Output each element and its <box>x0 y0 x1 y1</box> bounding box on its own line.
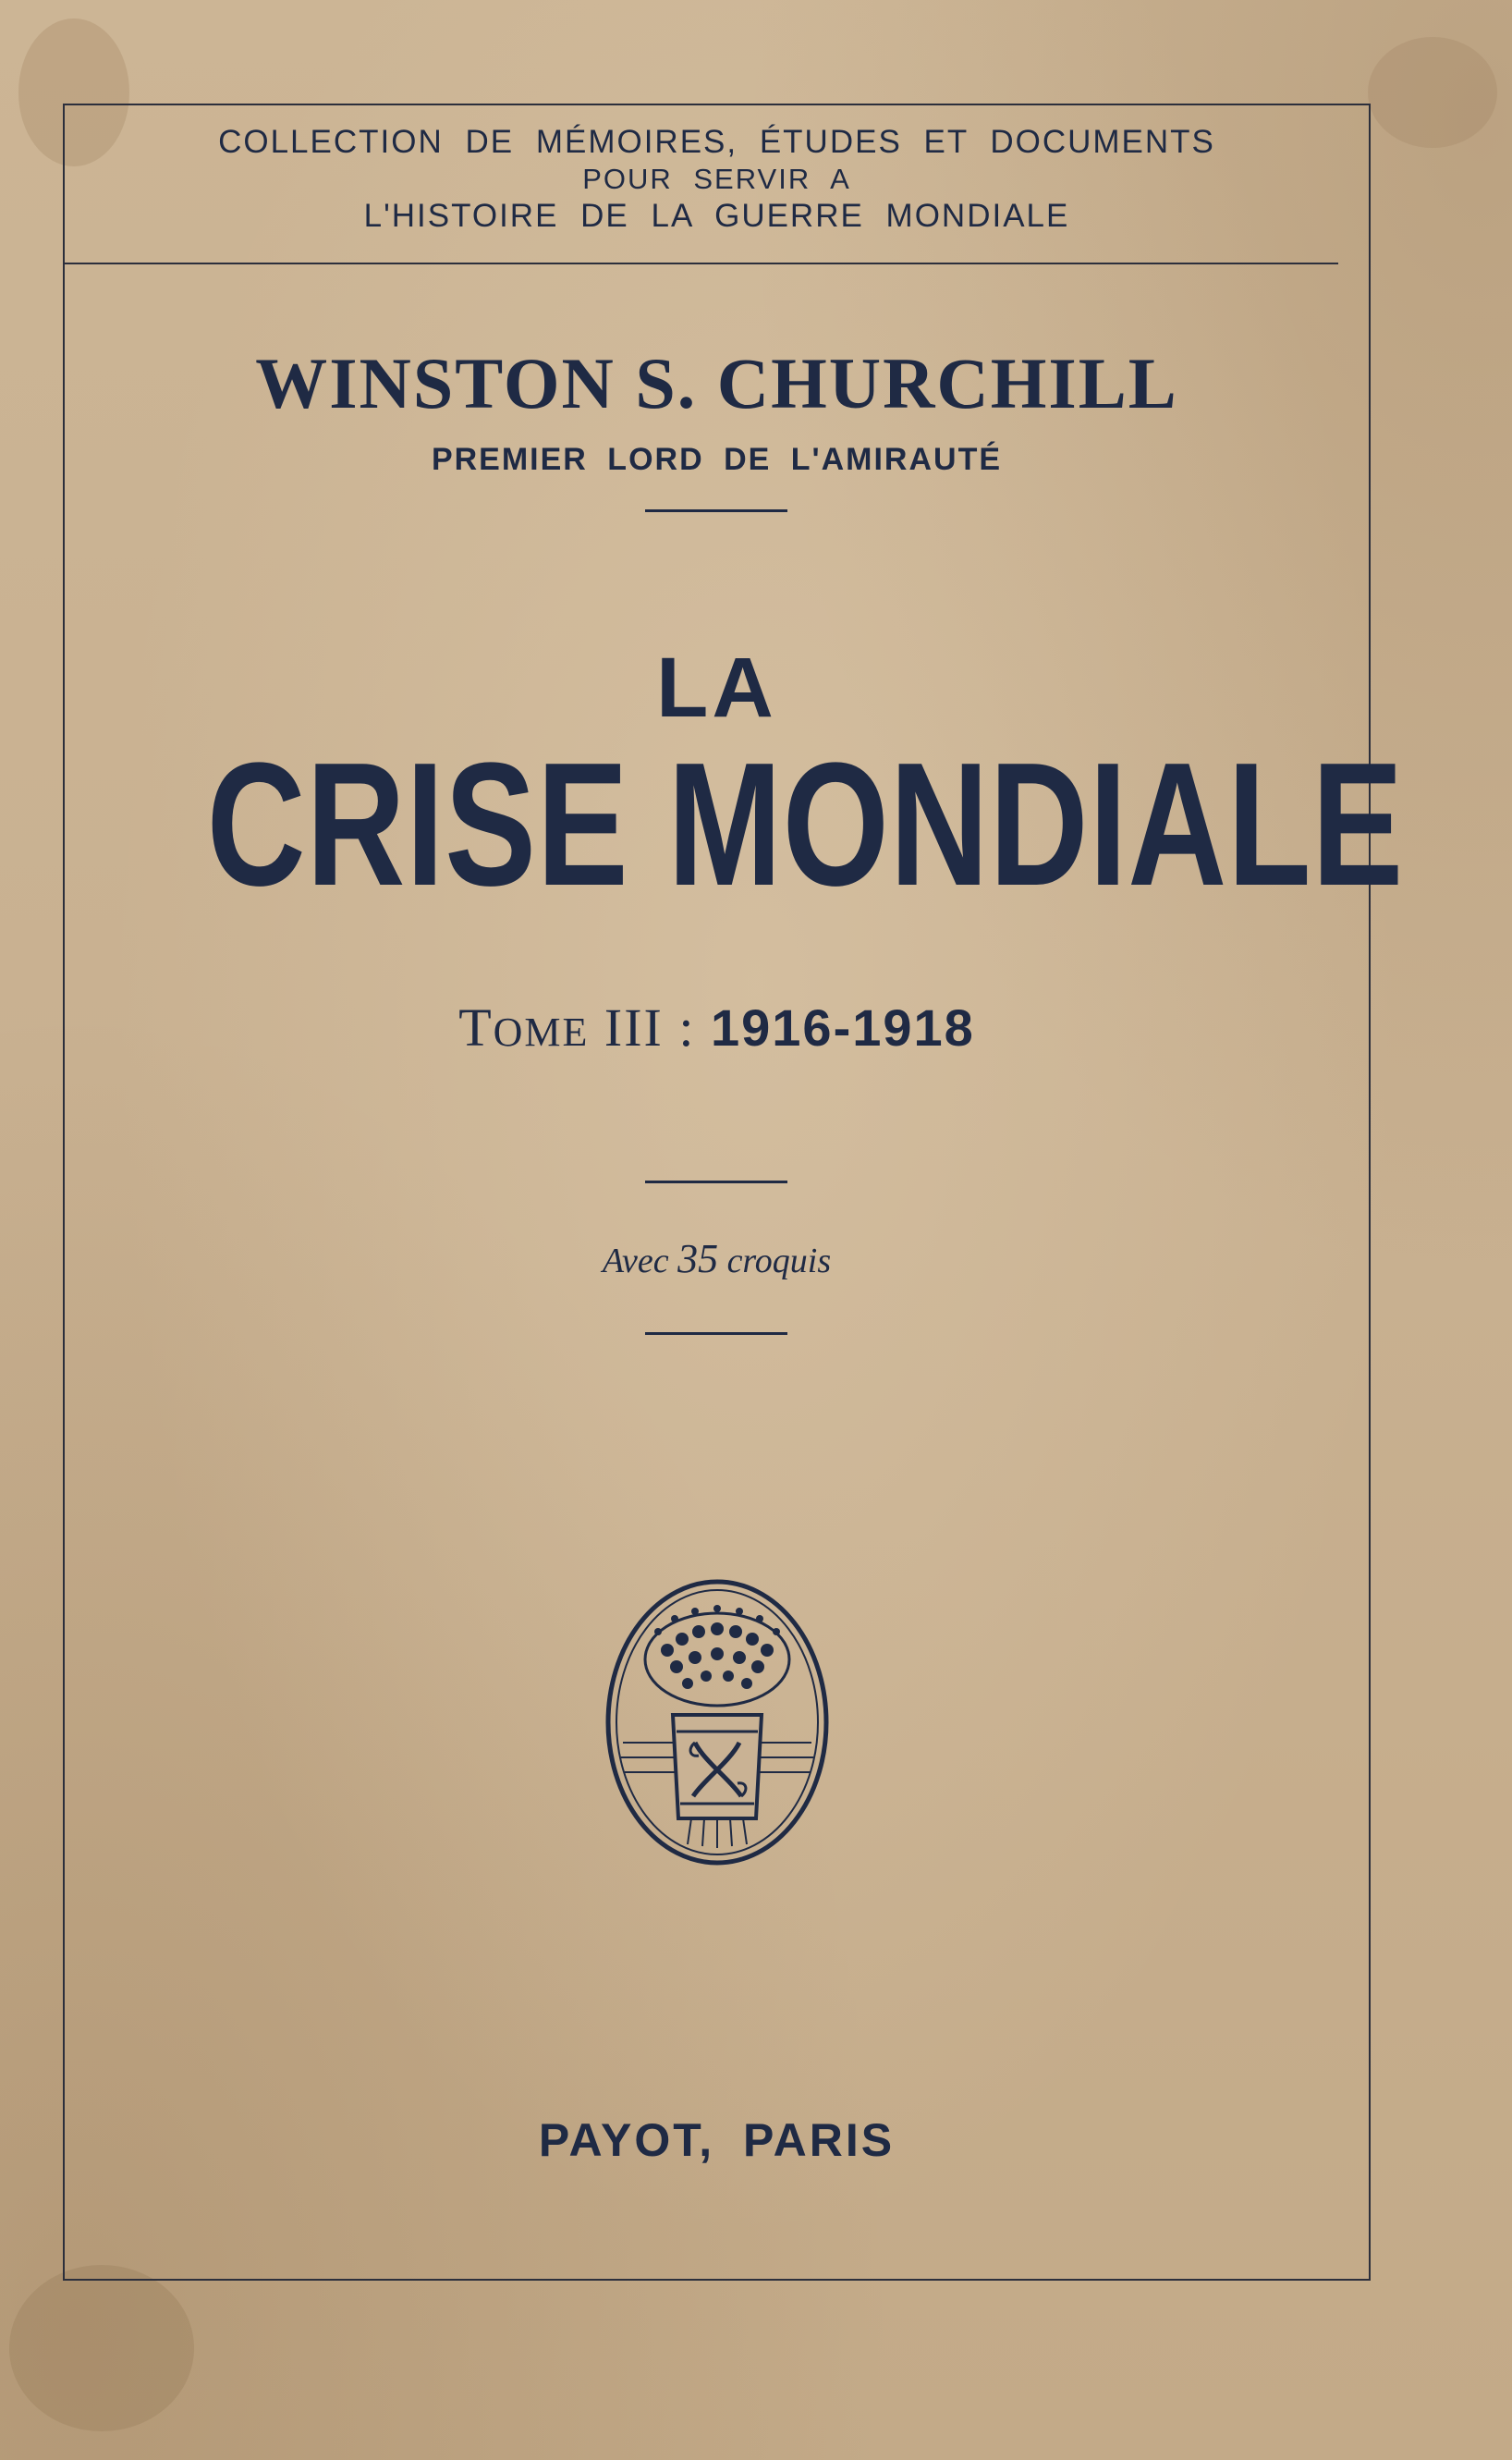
paper-stain <box>9 2265 194 2431</box>
divider-rule <box>645 1332 787 1335</box>
author-name: WINSTON S. CHURCHILL <box>255 343 1178 423</box>
paper-stain <box>1368 37 1497 148</box>
wheat-sheaf-monogram-icon <box>603 1576 832 1868</box>
border-frame <box>63 104 1405 2281</box>
divider-rule <box>645 509 787 512</box>
publisher-imprint: PAYOT, PARIS <box>538 2114 896 2166</box>
volume-line <box>63 997 1371 1059</box>
volume-years: 1916-1918 <box>710 998 975 1057</box>
collection-line-3: L'HISTOIRE DE LA GUERRE MONDIALE <box>363 198 1070 234</box>
volume-number: III <box>604 997 664 1058</box>
illustrations-note: Avec 35 croquis <box>602 1236 832 1281</box>
title-article: LA <box>656 641 777 735</box>
collection-header <box>63 124 1371 235</box>
volume-word: TOME <box>458 997 590 1058</box>
author-title: PREMIER LORD DE L'AMIRAUTÉ <box>431 442 1003 477</box>
header-divider <box>65 263 1338 264</box>
collection-line-2: POUR SERVIR A <box>582 163 851 195</box>
collection-line-1: COLLECTION DE MÉMOIRES, ÉTUDES ET DOCUMENTS <box>218 124 1215 160</box>
volume-separator: : <box>678 997 696 1058</box>
book-title: CRISE MONDIALE <box>206 727 1405 923</box>
divider-rule <box>645 1181 787 1183</box>
